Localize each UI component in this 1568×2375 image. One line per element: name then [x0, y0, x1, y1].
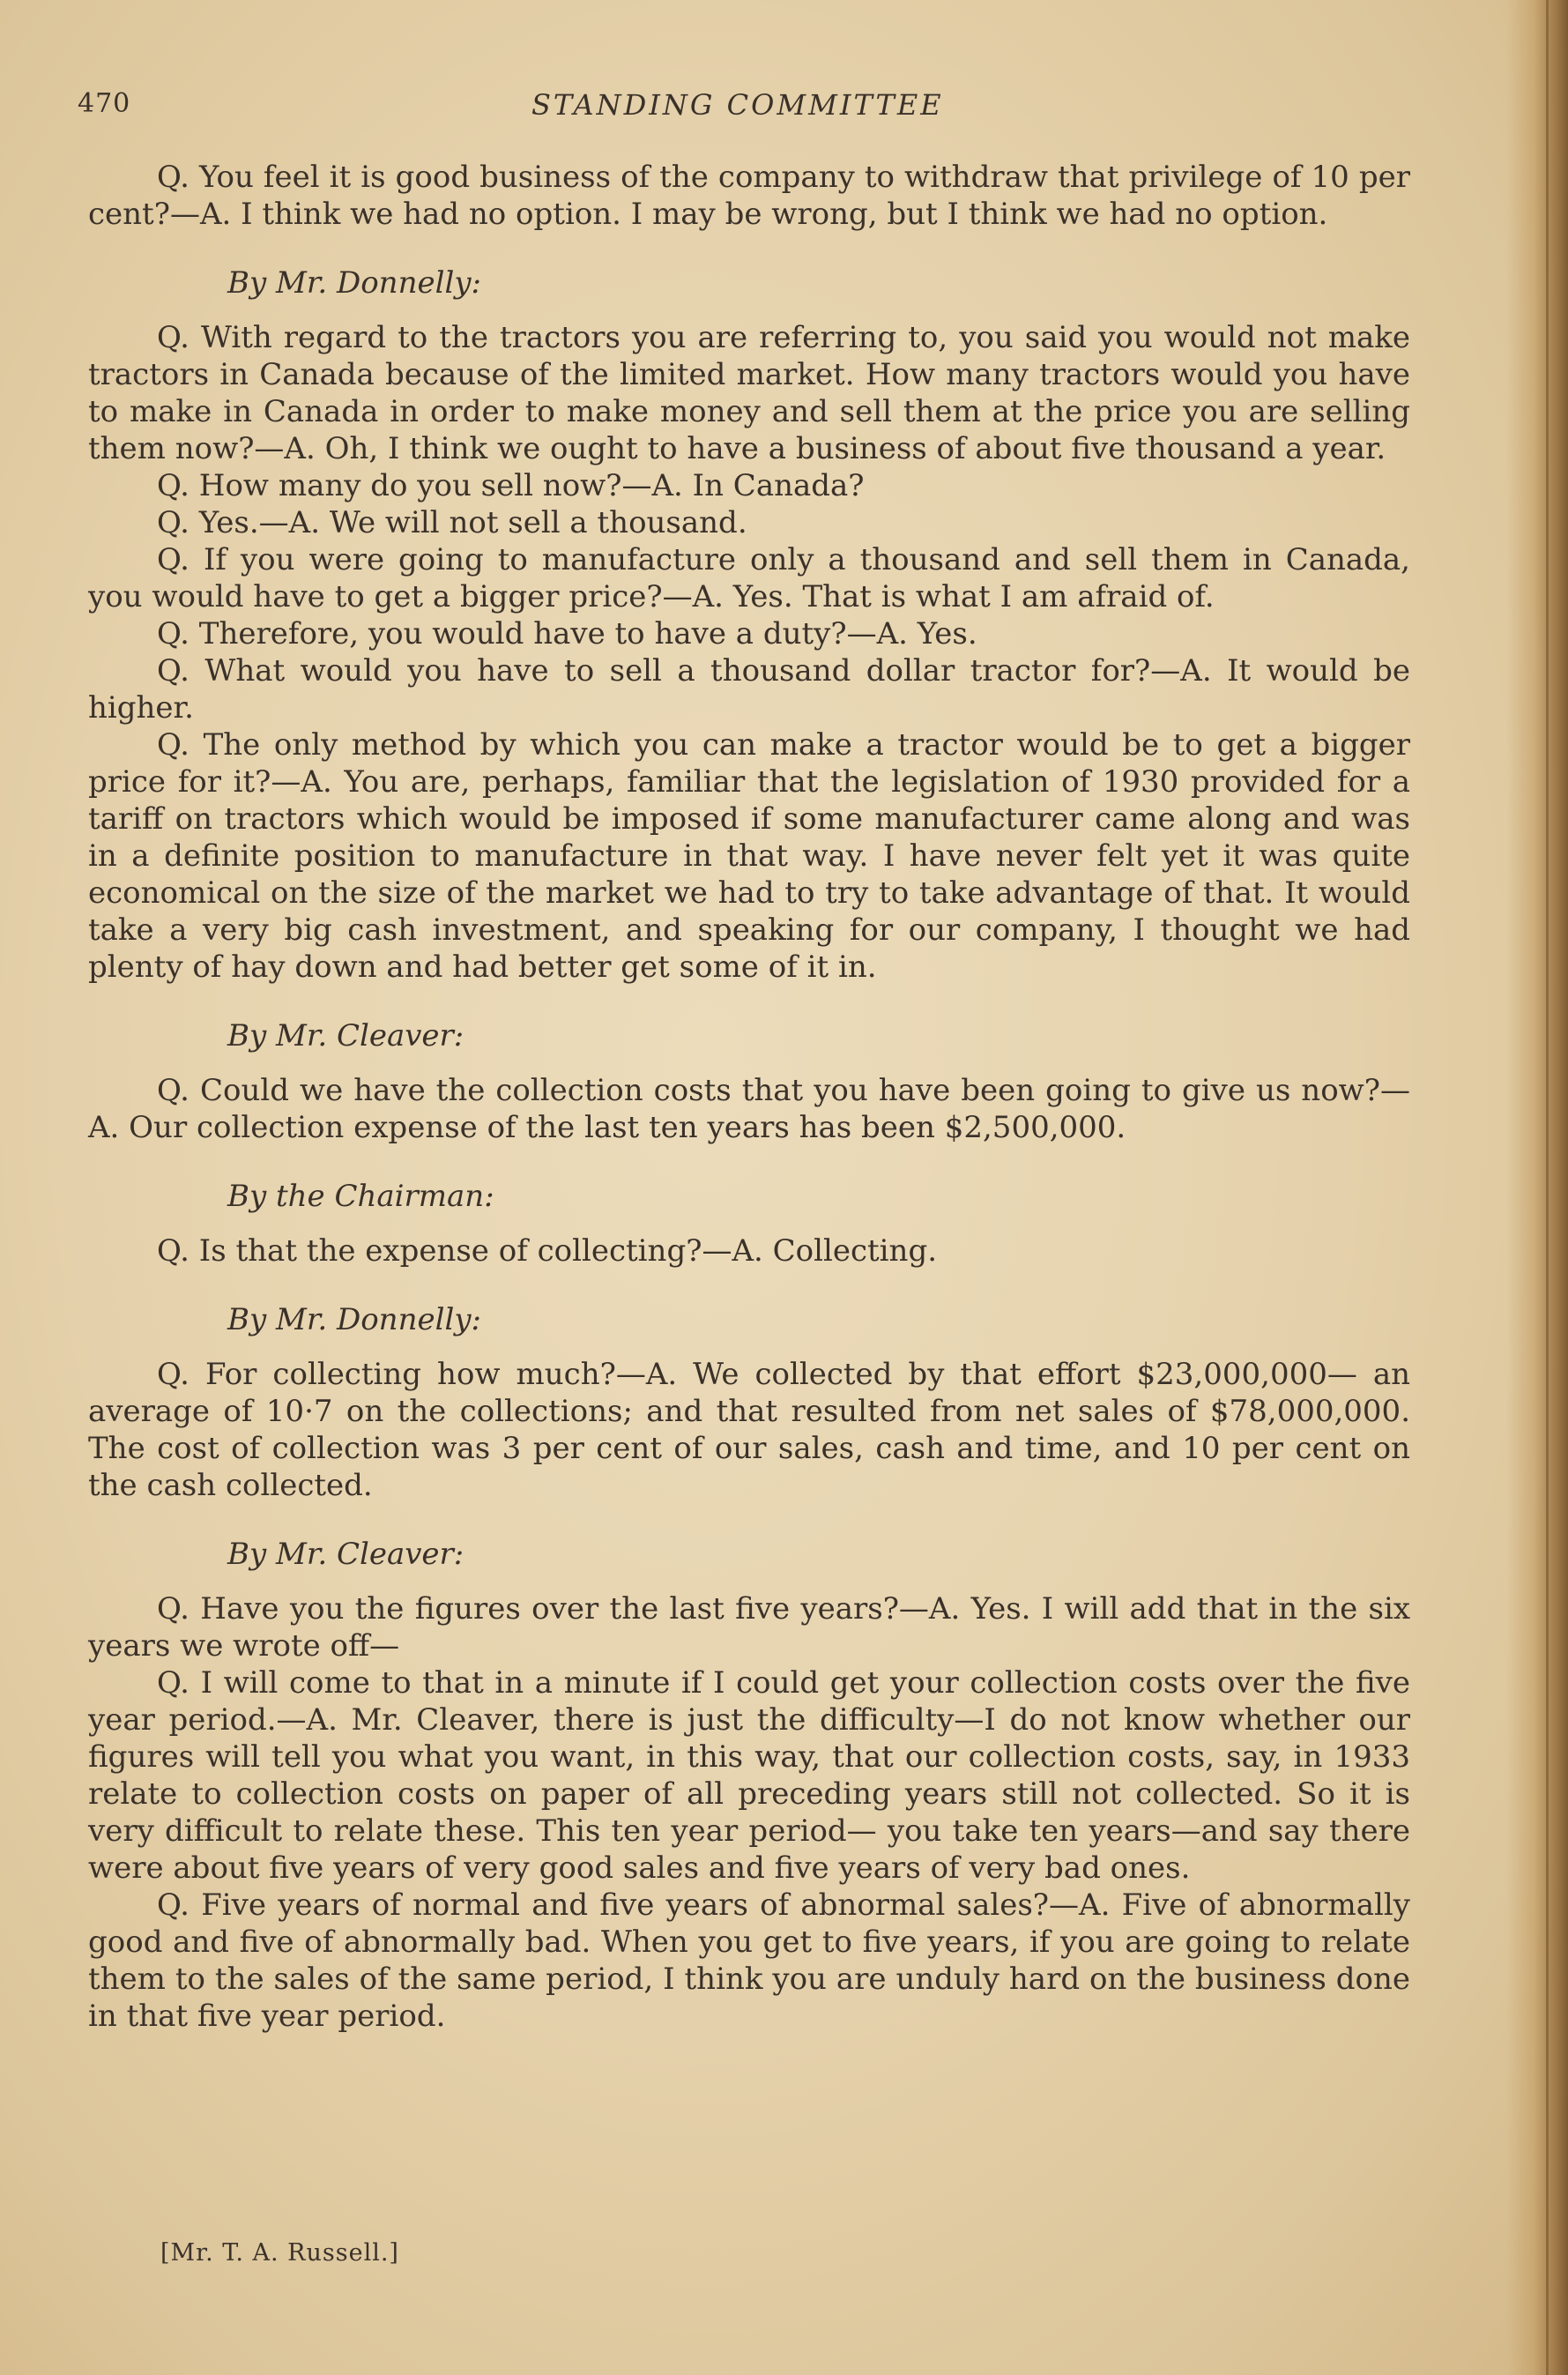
paragraph-2: Q. With regard to the tractors you are referring to, you said you would not make tractors in Canada because of the limited market. How many tractors would you have to make in Canada in order to make money and sell them at the price you are selling them now?—A. Oh, I think we ought to have a business of about five thousand a year.	[88, 320, 1410, 466]
paragraph-4: Q. Yes.—A. We will not sell a thousand.	[157, 505, 747, 540]
speaker-heading-5: By Mr. Cleaver:	[227, 1537, 464, 1572]
paragraph-10: Q. Is that the expense of collecting?—A. Collecting.	[157, 1233, 938, 1269]
speaker-heading-4: By Mr. Donnelly:	[227, 1302, 482, 1337]
paragraph-12: Q. Have you the figures over the last five years?—A. Yes. I will add that in the six years we wrote off—	[88, 1591, 1410, 1664]
spine-edge-line	[1546, 0, 1549, 2375]
speaker-heading-3: By the Chairman:	[227, 1179, 494, 1214]
book-spine-shadow	[1506, 0, 1568, 2375]
speaker-heading-2: By Mr. Cleaver:	[227, 1018, 464, 1053]
page-number: 470	[78, 88, 131, 119]
paragraph-5: Q. If you were going to manufacture only a thousand and sell them in Canada, you would have to get a bigger price?—A. Yes. That is what I am afraid of.	[88, 542, 1410, 614]
speaker-heading-1: By Mr. Donnelly:	[227, 265, 482, 301]
transcript-body	[88, 159, 1410, 2035]
paragraph-14: Q. Five years of normal and five years of abnormal sales?—A. Five of abnormally good and five of abnormally bad. When you get to five years, if you are going to relate them to the sales of the same period, I think you are unduly hard on the business done in that five year period.	[88, 1887, 1410, 2034]
paragraph-3: Q. How many do you sell now?—A. In Canada?	[157, 468, 865, 503]
paragraph-1: Q. You feel it is good business of the company to withdraw that privilege of 10 per cent?—A. I think we had no option. I may be wrong, but I think we had no option.	[88, 160, 1410, 232]
running-head: STANDING COMMITTEE	[531, 88, 944, 122]
paragraph-7: Q. What would you have to sell a thousand dollar tractor for?—A. It would be higher.	[88, 653, 1410, 726]
page-header	[78, 88, 1400, 127]
paragraph-13: Q. I will come to that in a minute if I could get your collection costs over the five year period.—A. Mr. Cleaver, there is just the difficulty—I do not know whether our figures will tell you what you want, in this way, that our collection costs, say, in 1933 relate to collection costs on paper of all preceding years still not collected. So it is very difficult to relate these. This ten year period— you take ten years—and say there were about five years of very good sales and five years of very bad ones.	[88, 1665, 1410, 1886]
paragraph-6: Q. Therefore, you would have to have a duty?—A. Yes.	[157, 616, 977, 651]
paragraph-11: Q. For collecting how much?—A. We collected by that effort $23,000,000— an average of 10·7 on the collections; and that resulted from net sales of $78,000,000. The cost of collection was 3 per cent of our sales, cash and time, and 10 per cent on the cash collected.	[88, 1357, 1410, 1503]
speaker-attribution: [Mr. T. A. Russell.]	[160, 2239, 399, 2267]
paragraph-8: Q. The only method by which you can make a tractor would be to get a bigger price for it?—A. You are, perhaps, familiar that the legislation of 1930 provided for a tariff on tractors which would be imposed if some manufacturer came along and was in a definite position to manufacture in that way. I have never felt yet it was quite economical on the size of the market we had to try to take advantage of that. It would take a very big cash investment, and speaking for our company, I thought we had plenty of hay down and had better get some of it in.	[88, 727, 1410, 985]
paragraph-9: Q. Could we have the collection costs that you have been going to give us now?—A. Our collection expense of the last ten years has been $2,500,000.	[88, 1073, 1410, 1145]
